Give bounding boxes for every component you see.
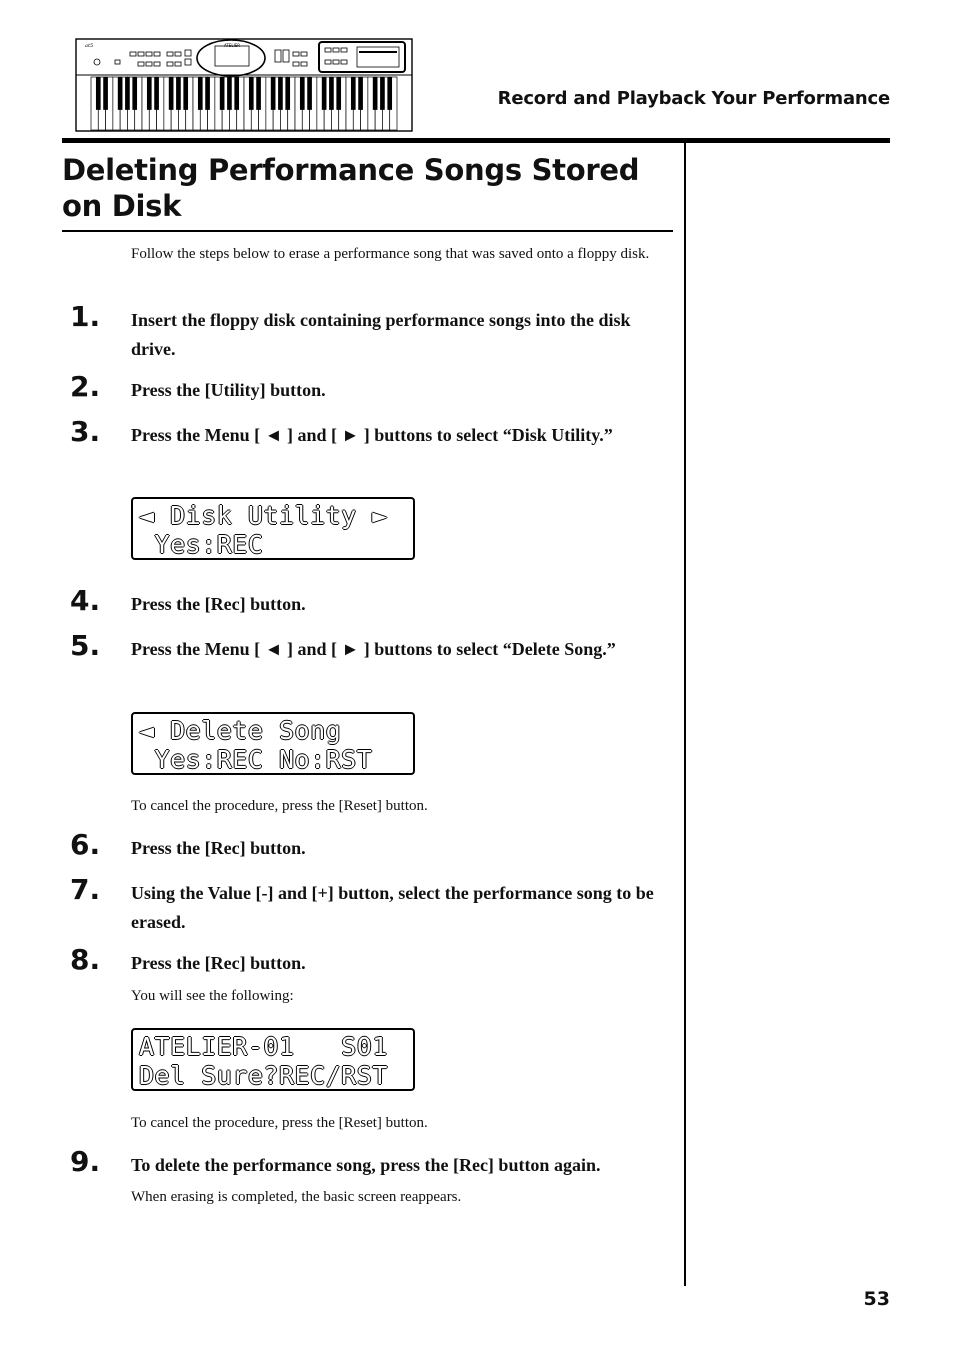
lcd-line-1: ATELIER-01 S01 [139,1032,388,1061]
step-number: 7. [70,873,101,906]
column-divider [684,143,686,1286]
step-text: Press the [Rec] button. [131,594,306,614]
running-header: Record and Playback Your Performance [497,88,890,109]
step-number: 3. [70,415,101,448]
following-note: You will see the following: [131,988,294,1004]
step-text: Using the Value [-] and [+] button, select the performance song to be erased. [131,883,654,932]
step-text: Press the [Rec] button. [131,953,306,973]
instrument-brand-label: ATELIER [223,43,241,48]
step-number: 1. [70,300,101,333]
cancel-note: To cancel the procedure, press the [Reset] button. [131,798,428,814]
cancel-note: To cancel the procedure, press the [Reset] button. [131,1115,428,1131]
step-text: Insert the floppy disk containing performance songs into the disk drive. [131,310,631,359]
step-number: 5. [70,629,101,662]
lcd-display [131,712,415,775]
svg-text:at5: at5 [85,43,94,49]
lcd-line-2: Del Sure?REC/RST [139,1061,388,1090]
step-text: Press the [Utility] button. [131,380,326,400]
step-text: Press the Menu [ ◄ ] and [ ► ] buttons to select “Delete Song.” [131,639,616,659]
step-text: Press the [Rec] button. [131,838,306,858]
lcd-line-2: Yes:REC [139,530,264,559]
step-number: 8. [70,943,101,976]
step-number: 9. [70,1145,101,1178]
page-number: 53 [863,1288,890,1310]
step-text: Press the Menu [ ◄ ] and [ ► ] buttons to select “Disk Utility.” [131,425,613,445]
intro-paragraph: Follow the steps below to erase a performance song that was saved onto a floppy disk. [131,246,650,262]
lcd-line-1: ◄ Disk Utility ► [139,501,388,530]
section-title: Deleting Performance Songs Stored on Disk [62,153,640,223]
step-number: 4. [70,584,101,617]
lcd-line-1: ◄ Delete Song [139,716,342,745]
lcd-display [131,497,415,560]
instrument-illustration [75,38,415,133]
lcd-display [131,1028,415,1091]
step-text: To delete the performance song, press the [Rec] button again. [131,1155,601,1175]
step-number: 2. [70,370,101,403]
title-underline [62,230,673,232]
step-number: 6. [70,828,101,861]
header-rule [62,138,890,143]
lcd-line-2: Yes:REC No:RST [139,745,373,774]
completion-note: When erasing is completed, the basic screen reappears. [131,1189,462,1205]
